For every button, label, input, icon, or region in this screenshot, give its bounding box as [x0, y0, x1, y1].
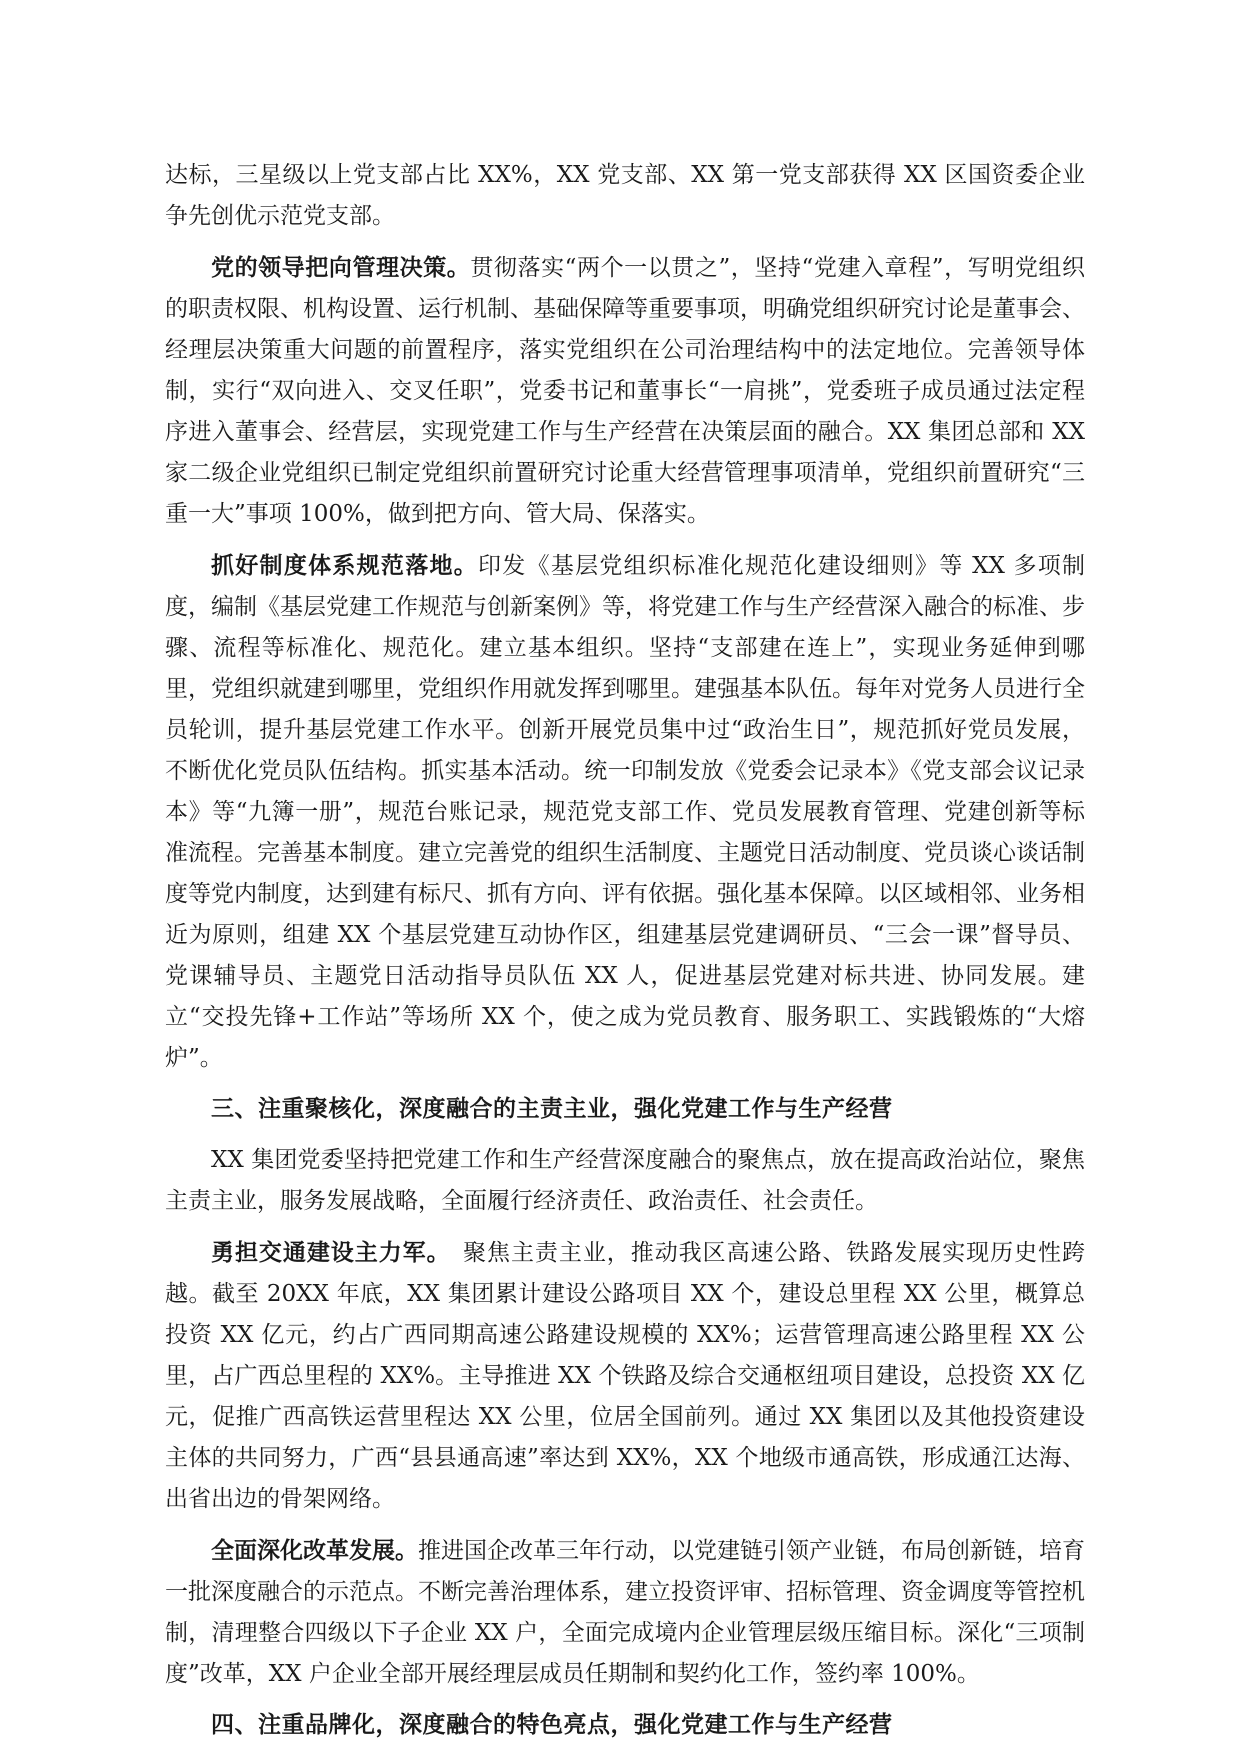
paragraph-lead: 抓好制度体系规范落地。 — [211, 552, 479, 579]
paragraph-lead: 党的领导把向管理决策。 — [211, 254, 471, 281]
paragraph-text: 贯彻落实“两个一以贯之”，坚持“党建入章程”，写明党组织的职责权限、机构设置、运行机制、基础保障等重要事项，明确党组织研究讨论是董事会、经理层决策重大问题的前置程序，落实党组织在公司治理结构中的法定地位。完善领导体制，实行“双向进入、交叉任职”，党委书记和董事长“一肩挑”，党委班子成员通过法定程序进入董事会、经营层，实现党建工作与生产经营在决策层面的融合。XX 集团总部和 XX 家二级企业党组织已制定党组织前置研究讨论重大经营管理事项清单，党组织前置研究“三重一大”事项 100%，做到把方向、管大局、保落实。 — [165, 255, 1085, 527]
paragraph-text: 印发《基层党组织标准化规范化建设细则》等 XX 多项制度，编制《基层党建工作规范与创新案例》等，将党建工作与生产经营深入融合的标准、步骤、流程等标准化、规范化。建立基本组织。坚持“支部建在连上”，实现业务延伸到哪里，党组织就建到哪里，党组织作用就发挥到哪里。建强基本队伍。每年对党务人员进行全员轮训，提升基层党建工作水平。创新开展党员集中过“政治生日”，规范抓好党员发展，不断优化党员队伍结构。抓实基本活动。统一印制发放《党委会记录本》《党支部会议记录本》等“九簿一册”，规范台账记录，规范党支部工作、党员发展教育管理、党建创新等标准流程。完善基本制度。建立完善党的组织生活制度、主题党日活动制度、党员谈心谈话制度等党内制度，达到建有标尺、抓有方向、评有依据。强化基本保障。以区域相邻、业务相近为原则，组建 XX 个基层党建互动协作区，组建基层党建调研员、“三会一课”督导员、党课辅导员、主题党日活动指导员队伍 XX 人，促进基层党建对标共进、协同发展。建立“交投先锋+工作站”等场所 XX 个，使之成为党员教育、服务职工、实践锻炼的“大熔炉”。 — [165, 553, 1086, 1071]
paragraph-lead: 勇担交通建设主力军。 — [211, 1239, 440, 1266]
paragraph-party-leadership — [165, 247, 1085, 535]
paragraph-reform-development — [165, 1530, 1085, 1695]
paragraph-lead: 全面深化改革发展。 — [211, 1537, 418, 1564]
paragraph-section-3-intro — [165, 1140, 1085, 1222]
section-heading-3: 三、注重聚核化，深度融合的主责主业，强化党建工作与生产经营 — [211, 1096, 893, 1122]
section-heading-4: 四、注重品牌化，深度融合的特色亮点，强化党建工作与生产经营 — [211, 1712, 893, 1738]
paragraph-text: XX 集团党委坚持把党建工作和生产经营深度融合的聚焦点，放在提高政治站位，聚焦主责主业，服务发展战略，全面履行经济责任、政治责任、社会责任。 — [165, 1147, 1085, 1214]
continuation-paragraph — [165, 155, 1085, 237]
paragraph-institutional-system — [165, 545, 1085, 1079]
paragraph-text: 聚焦主责主业，推动我区高速公路、铁路发展实现历史性跨越。截至 20XX 年底，XX 集团累计建设公路项目 XX 个，建设总里程 XX 公里，概算总投资 XX 亿元，约占广西同期高速公路建设规模的 XX%；运营管理高速公路里程 XX 公里，占广西总里程的 XX%。主导推进 XX 个铁路及综合交通枢纽项目建设，总投资 XX 亿元，促推广西高铁运营里程达 XX 公里，位居全国前列。通过 XX 集团以及其他投资建设主体的共同努力，广西“县县通高速”率达到 XX%，XX 个地级市通高铁，形成通江达海、出省出边的骨架网络。 — [165, 1240, 1086, 1512]
paragraph-text: 达标，三星级以上党支部占比 XX%，XX 党支部、XX 第一党支部获得 XX 区国资委企业争先创优示范党支部。 — [165, 162, 1085, 229]
document-body — [165, 155, 1085, 1756]
paragraph-transport-construction — [165, 1232, 1085, 1520]
paragraph-text: 推进国企改革三年行动，以党建链引领产业链，布局创新链，培育一批深度融合的示范点。不断完善治理体系，建立投资评审、招标管理、资金调度等管控机制，清理整合四级以下子企业 XX 户，全面完成境内企业管理层级压缩目标。深化“三项制度”改革，XX 户企业全部开展经理层成员任期制和契约化工作，签约率 100%。 — [165, 1538, 1085, 1687]
